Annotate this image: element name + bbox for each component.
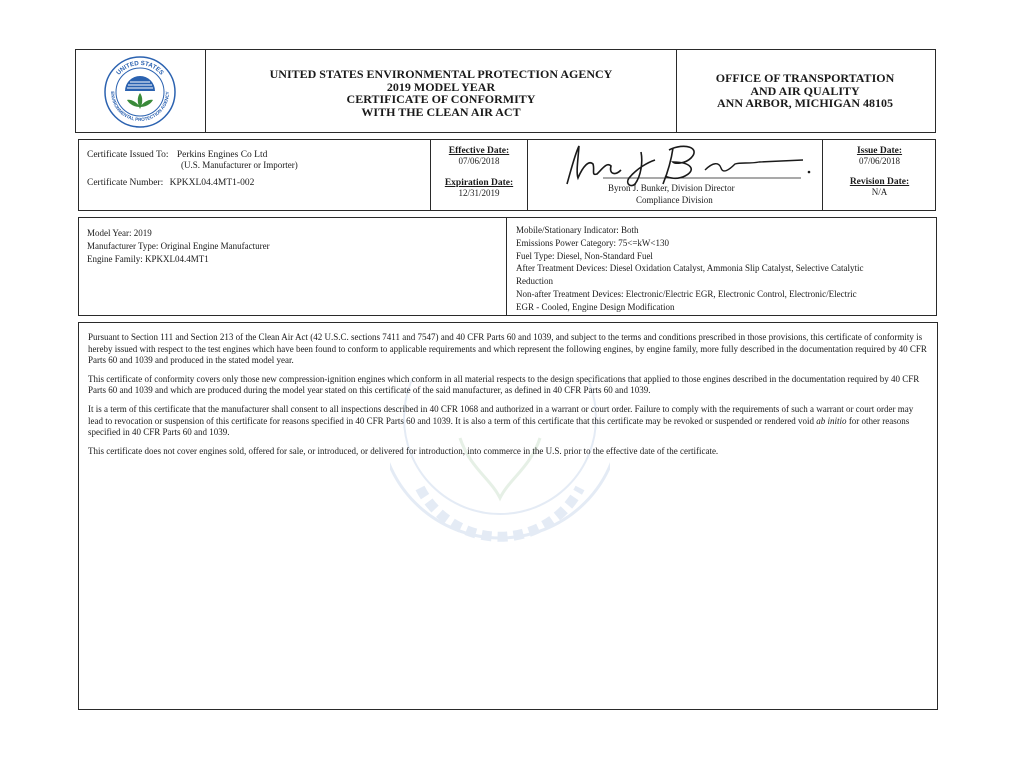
revision-date-value: N/A: [871, 187, 888, 197]
manufacturer-type: Manufacturer Type: Original Engine Manufacturer: [87, 241, 270, 251]
issued-to-note: (U.S. Manufacturer or Importer): [181, 160, 298, 170]
agency-title-line-4: WITH THE CLEAN AIR ACT: [361, 104, 521, 119]
issue-date: [823, 146, 936, 166]
body-paragraph-4: This certificate does not cover engines sold, offered for sale, or introduced, or delivered for introduction, into commerce in the U.S. prior to the effective date of the certificate.: [88, 445, 719, 456]
body-paragraph-3-italic: ab initio: [816, 415, 847, 426]
expiration-date: [431, 178, 527, 198]
body-text: [88, 332, 928, 464]
body-paragraph-3-part-2: for other reasons specified in 40 CFR Parts 60 and 1039.: [88, 415, 910, 438]
engine-info-divider: [506, 217, 507, 316]
mobile-stationary: Mobile/Stationary Indicator: Both: [516, 225, 639, 235]
body-paragraph-3: [88, 404, 928, 439]
certificate-number-value: KPKXL04.4MT1-002: [169, 178, 255, 188]
fuel-type: Fuel Type: Diesel, Non-Standard Fuel: [516, 250, 653, 261]
certificate-number-label: Certificate Number:: [87, 178, 164, 188]
issued-to-label: Certificate Issued To:: [87, 150, 169, 160]
effective-date: [431, 146, 527, 166]
body-paragraph-3-part-1: It is a term of this certificate that the manufacturer shall consent to all inspections described in 40 CFR 1068 and authorized in a warrant or court order. Failure to comply with the requirements of such a warrant or court order may lead to revocation or suspension of this certificate for reasons specified in 40 CFR Parts 60 and 1039. It is also a term of this certificate that this certificate may be revoked or suspended or rendered void: [88, 403, 914, 426]
signer-division: Compliance Division: [636, 195, 713, 205]
body-paragraph-2: This certificate of conformity covers only those new compression-ignition engines which conform in all material respects to the design specifications that applied to those engines described in the documentation required by 40 CFR Parts 60 and 1039 and which are produced during the model year stated on this certificate of the said manufacturer, as defined in 40 CFR Parts 60 and 1039.: [88, 373, 920, 396]
cert-divider-2: [527, 139, 528, 211]
engine-family: Engine Family: KPKXL04.4MT1: [87, 254, 209, 264]
office-block: [676, 72, 934, 110]
engine-right-col: [516, 224, 932, 314]
agency-title-line-3: CERTIFICATE OF CONFORMITY: [346, 92, 536, 106]
revision-date-label: Revision Date:: [849, 177, 910, 187]
office-line-1: OFFICE OF TRANSPORTATION: [715, 71, 895, 85]
revision-date: [823, 177, 936, 197]
non-after-treatment-line-1: Non-after Treatment Devices: Electronic/Electric EGR, Electronic Control, Electronic/Electric: [516, 288, 857, 299]
expiration-date-value: 12/31/2019: [458, 188, 500, 198]
agency-title-line-2: 2019 MODEL YEAR: [386, 79, 496, 94]
expiration-date-label: Expiration Date:: [444, 178, 514, 188]
after-treatment-line-2: Reduction: [516, 276, 553, 287]
effective-date-value: 07/06/2018: [458, 156, 500, 166]
issued-to: [87, 150, 267, 160]
model-year: Model Year: 2019: [87, 228, 152, 238]
agency-title-line-1: UNITED STATES ENVIRONMENTAL PROTECTION AGENCY: [269, 67, 613, 81]
after-treatment-line-1: After Treatment Devices: Diesel Oxidation Catalyst, Ammonia Slip Catalyst, Selective Catalytic: [516, 263, 864, 274]
signer-name: Byron J. Bunker, Division Director: [608, 183, 735, 193]
non-after-treatment-line-2: EGR - Cooled, Engine Design Modification: [516, 301, 675, 312]
effective-date-label: Effective Date:: [448, 146, 510, 156]
certificate-number: [87, 178, 254, 188]
office-line-2: AND AIR QUALITY: [750, 83, 860, 98]
agency-title-block: [206, 68, 676, 118]
issued-to-value: Perkins Engines Co Ltd: [176, 150, 268, 160]
issue-date-label: Issue Date:: [856, 146, 903, 156]
seal-text-bottom: ENVIRONMENTAL PROTECTION AGENCY: [109, 91, 171, 123]
seal-text-top: UNITED STATES: [115, 59, 165, 77]
engine-left-col: [87, 227, 270, 266]
power-category: Emissions Power Category: 75<=kW<130: [516, 237, 669, 248]
body-paragraph-1: Pursuant to Section 111 and Section 213 of the Clean Air Act (42 U.S.C. sections 7411 and 7547) and 40 CFR Parts 60 and 1039, and subject to the terms and conditions prescribed in those provisions, this certificate of conformity is hereby issued with respect to the test engines which have been found to conform to applicable requirements and which represent the following engines, by engine family, more fully described in the documentation required by 40 CFR Parts 60 and 1039 and produced in the stated model year.: [88, 332, 927, 366]
epa-seal-icon: [103, 55, 177, 129]
issue-date-value: 07/06/2018: [858, 156, 900, 166]
office-line-3: ANN ARBOR, MICHIGAN 48105: [716, 96, 893, 110]
